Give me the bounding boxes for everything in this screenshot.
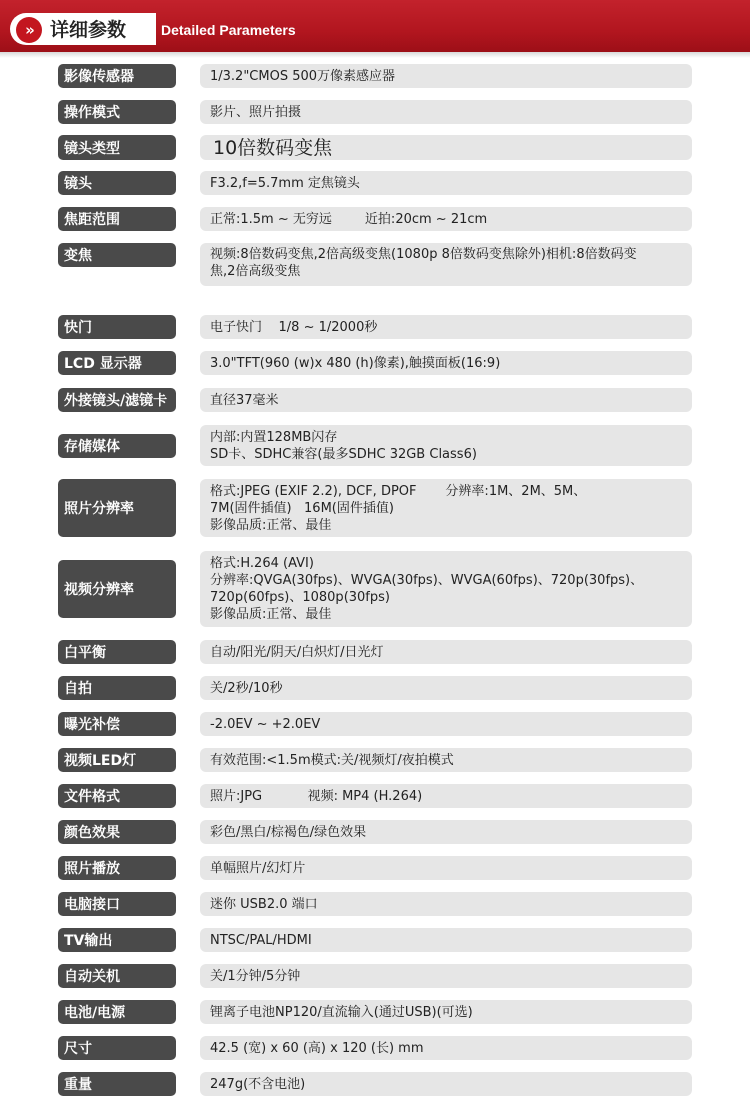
spec-value	[200, 207, 692, 231]
spec-label: 存储媒体	[58, 434, 176, 458]
spec-value-line: 格式:JPEG (EXIF 2.2), DCF, DPOF 分辨率:1M、2M、5M、	[210, 483, 587, 499]
spec-value-line: 自动/阳光/阴天/白炽灯/日光灯	[210, 644, 384, 660]
spec-row	[0, 820, 750, 844]
spec-row	[0, 964, 750, 988]
spec-value-line: 视频:8倍数码变焦,2倍高级变焦(1080p 8倍数码变焦除外)相机:8倍数码变	[210, 247, 637, 262]
spec-label: 照片分辨率	[58, 479, 176, 537]
spec-value-line: 锂离子电池NP120/直流输入(通过USB)(可选)	[210, 1004, 473, 1020]
section-title: 详细参数	[50, 19, 127, 41]
spec-value	[200, 315, 692, 339]
spec-row	[0, 425, 750, 466]
spec-value	[200, 171, 692, 195]
spec-value-line: 照片:JPG 视频: MP4 (H.264)	[210, 788, 423, 804]
spec-value-line: F3.2,f=5.7mm 定焦镜头	[210, 175, 360, 191]
spec-value-line: 10倍数码变焦	[213, 136, 333, 159]
spec-row	[0, 479, 750, 537]
spec-value	[200, 64, 692, 88]
spec-value-line: 影像品质:正常、最佳	[210, 607, 332, 622]
spec-label: 自拍	[58, 676, 176, 700]
spec-row	[0, 351, 750, 375]
spec-value	[200, 479, 692, 537]
spec-row	[0, 1000, 750, 1024]
spec-label: 尺寸	[58, 1036, 176, 1060]
spec-value	[200, 928, 692, 952]
spec-row	[0, 100, 750, 124]
spec-label: 操作模式	[58, 100, 176, 124]
double-chevron-right-icon: »	[16, 17, 42, 43]
spec-row	[0, 712, 750, 736]
spec-row	[0, 64, 750, 88]
spec-row	[0, 784, 750, 808]
spec-row	[0, 388, 750, 412]
spec-value-line: NTSC/PAL/HDMI	[210, 932, 312, 948]
spec-value-line: 分辨率:QVGA(30fps)、WVGA(30fps)、WVGA(60fps)、720p(30fps)、	[210, 573, 644, 588]
spec-row	[0, 748, 750, 772]
spec-row	[0, 551, 750, 627]
spec-label: 电脑接口	[58, 892, 176, 916]
spec-value	[200, 1000, 692, 1024]
spec-value	[200, 712, 692, 736]
header-shadow	[0, 52, 750, 58]
spec-label: 自动关机	[58, 964, 176, 988]
spec-value-line: 正常:1.5m ~ 无穷远 近拍:20cm ~ 21cm	[210, 211, 488, 227]
spec-value-line: 迷你 USB2.0 端口	[210, 896, 318, 912]
spec-value	[200, 784, 692, 808]
spec-value-line: 关/1分钟/5分钟	[210, 968, 301, 984]
spec-row	[0, 243, 750, 286]
spec-value	[200, 551, 692, 627]
spec-value	[200, 1036, 692, 1060]
spec-label: 外接镜头/滤镜卡	[58, 388, 176, 412]
spec-value	[200, 676, 692, 700]
spec-value	[200, 425, 692, 466]
spec-value	[200, 243, 692, 286]
spec-value-line: 内部:内置128MB闪存	[210, 429, 338, 445]
section-subtitle: Detailed Parameters	[161, 22, 296, 38]
spec-row	[0, 1036, 750, 1060]
spec-label: 快门	[58, 315, 176, 339]
spec-row	[0, 676, 750, 700]
spec-label: 文件格式	[58, 784, 176, 808]
spec-value-line: 电子快门 1/8 ~ 1/2000秒	[210, 319, 378, 335]
spec-label: 白平衡	[58, 640, 176, 664]
spec-row	[0, 207, 750, 231]
spec-label: 影像传感器	[58, 64, 176, 88]
spec-label: 视频LED灯	[58, 748, 176, 772]
spec-label: 镜头类型	[58, 135, 176, 160]
spec-value	[200, 100, 692, 124]
spec-label: 重量	[58, 1072, 176, 1096]
spec-label: TV输出	[58, 928, 176, 952]
spec-row	[0, 640, 750, 664]
spec-label: LCD 显示器	[58, 351, 176, 375]
spec-row	[0, 856, 750, 880]
spec-value-line: 焦,2倍高级变焦	[210, 264, 301, 279]
spec-row	[0, 928, 750, 952]
spec-value	[200, 964, 692, 988]
spec-value-line: 格式:H.264 (AVI)	[210, 556, 314, 571]
spec-label: 变焦	[58, 243, 176, 267]
spec-value	[200, 1072, 692, 1096]
spec-value-line: -2.0EV ~ +2.0EV	[210, 716, 321, 732]
spec-value	[200, 892, 692, 916]
spec-row	[0, 315, 750, 339]
spec-label: 电池/电源	[58, 1000, 176, 1024]
spec-value	[200, 748, 692, 772]
spec-label: 焦距范围	[58, 207, 176, 231]
spec-value-line: SD卡、SDHC兼容(最多SDHC 32GB Class6)	[210, 446, 477, 462]
spec-value	[200, 820, 692, 844]
spec-value-line: 7M(固件插值) 16M(固件插值)	[210, 500, 394, 516]
spec-value	[200, 351, 692, 375]
spec-value-line: 影片、照片拍摄	[210, 104, 302, 120]
spec-label: 照片播放	[58, 856, 176, 880]
spec-value-line: 42.5 (宽) x 60 (高) x 120 (长) mm	[210, 1040, 424, 1056]
spec-value-line: 3.0"TFT(960 (w)x 480 (h)像素),触摸面板(16:9)	[210, 355, 501, 371]
spec-value-line: 1/3.2"CMOS 500万像素感应器	[210, 68, 396, 84]
spec-value	[200, 135, 692, 160]
spec-label: 颜色效果	[58, 820, 176, 844]
spec-label: 曝光补偿	[58, 712, 176, 736]
spec-row	[0, 892, 750, 916]
spec-row	[0, 171, 750, 195]
spec-value-line: 247g(不含电池)	[210, 1076, 306, 1092]
spec-value-line: 单幅照片/幻灯片	[210, 860, 306, 876]
spec-label: 镜头	[58, 171, 176, 195]
spec-row	[0, 1072, 750, 1096]
spec-value	[200, 388, 692, 412]
spec-value-line: 关/2秒/10秒	[210, 680, 283, 696]
spec-value	[200, 856, 692, 880]
spec-value-line: 彩色/黑白/棕褐色/绿色效果	[210, 824, 367, 840]
spec-value-line: 720p(60fps)、1080p(30fps)	[210, 590, 390, 605]
spec-value-line: 直径37毫米	[210, 392, 279, 408]
spec-row	[0, 135, 750, 160]
spec-label: 视频分辨率	[58, 560, 176, 618]
spec-value-line: 有效范围:<1.5m模式:关/视频灯/夜拍模式	[210, 752, 454, 768]
spec-value	[200, 640, 692, 664]
spec-value-line: 影像品质:正常、最佳	[210, 517, 332, 533]
